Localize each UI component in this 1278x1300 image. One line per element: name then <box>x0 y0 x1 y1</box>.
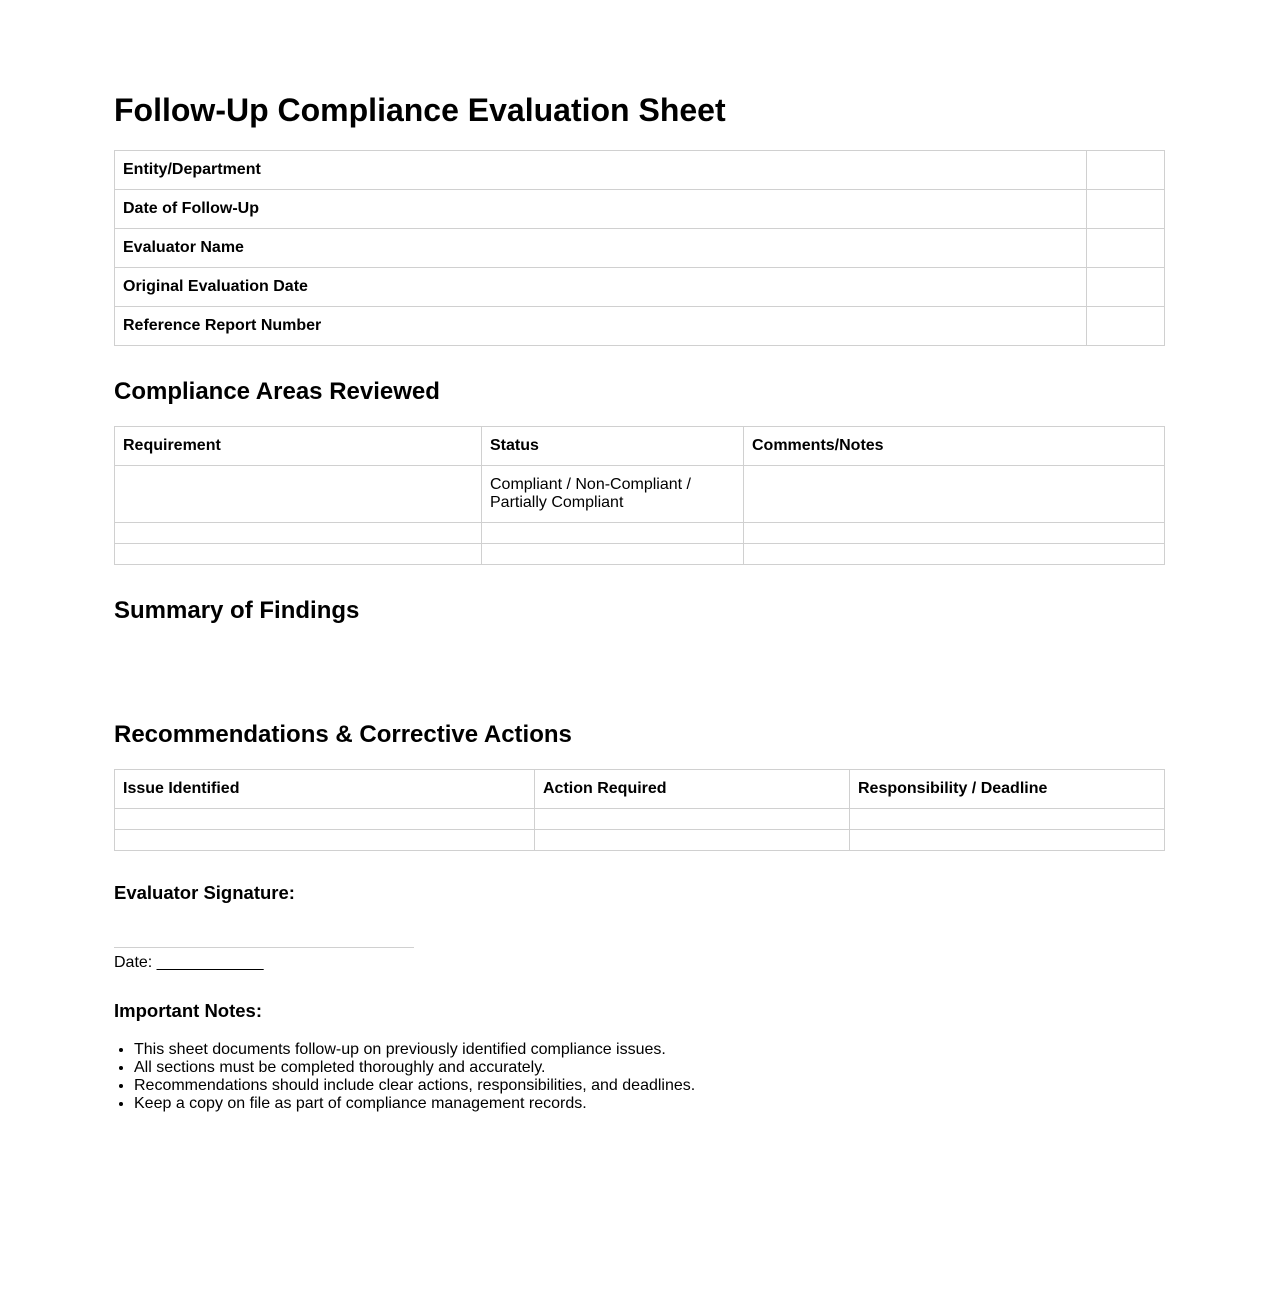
compliance-table <box>114 426 1165 565</box>
info-table <box>114 150 1165 346</box>
requirement-cell[interactable] <box>115 523 482 544</box>
issue-cell[interactable] <box>115 830 535 851</box>
table-row <box>115 544 1165 565</box>
table-row <box>115 523 1165 544</box>
status-cell[interactable] <box>482 523 744 544</box>
info-row-evaluator-name <box>115 229 1165 268</box>
table-row <box>115 830 1165 851</box>
info-value-evaluator-name[interactable] <box>1087 229 1165 268</box>
signature-heading: Evaluator Signature: <box>114 882 295 903</box>
comments-cell[interactable] <box>744 523 1165 544</box>
info-label-follow-up-date: Date of Follow-Up <box>115 190 1087 229</box>
list-item: • Recommendations should include clear actions, responsibilities, and deadlines. <box>134 1077 695 1095</box>
info-value-reference-report-number[interactable] <box>1087 307 1165 346</box>
info-label-entity: Entity/Department <box>115 151 1087 190</box>
info-label-reference-report-number: Reference Report Number <box>115 307 1087 346</box>
table-row <box>115 466 1165 523</box>
compliance-header-row <box>115 427 1165 466</box>
summary-heading: Summary of Findings <box>114 597 360 624</box>
page-title: Follow-Up Compliance Evaluation Sheet <box>114 92 726 128</box>
compliance-heading: Compliance Areas Reviewed <box>114 378 440 405</box>
list-item: • This sheet documents follow-up on previously identified compliance issues. <box>134 1041 695 1059</box>
notes-heading: Important Notes: <box>114 1000 262 1021</box>
column-header-action: Action Required <box>535 770 850 809</box>
requirement-cell[interactable] <box>115 544 482 565</box>
status-cell[interactable] <box>482 544 744 565</box>
action-cell[interactable] <box>535 809 850 830</box>
info-label-evaluator-name: Evaluator Name <box>115 229 1087 268</box>
responsibility-cell[interactable] <box>850 830 1165 851</box>
info-row-reference-report-number <box>115 307 1165 346</box>
comments-cell[interactable] <box>744 466 1165 523</box>
info-value-follow-up-date[interactable] <box>1087 190 1165 229</box>
action-cell[interactable] <box>535 830 850 851</box>
recommendations-heading: Recommendations & Corrective Actions <box>114 721 572 748</box>
column-header-responsibility: Responsibility / Deadline <box>850 770 1165 809</box>
table-row <box>115 809 1165 830</box>
comments-cell[interactable] <box>744 544 1165 565</box>
info-row-original-evaluation-date <box>115 268 1165 307</box>
requirement-cell[interactable] <box>115 466 482 523</box>
notes-list <box>114 1041 695 1113</box>
info-value-entity[interactable] <box>1087 151 1165 190</box>
info-value-original-evaluation-date[interactable] <box>1087 268 1165 307</box>
list-item: • All sections must be completed thoroughly and accurately. <box>134 1059 695 1077</box>
recommendations-table <box>114 769 1165 851</box>
signature-line[interactable] <box>114 947 414 948</box>
column-header-comments: Comments/Notes <box>744 427 1165 466</box>
status-cell[interactable]: Compliant / Non-Compliant / Partially Compliant <box>482 466 744 523</box>
column-header-status: Status <box>482 427 744 466</box>
info-row-entity <box>115 151 1165 190</box>
column-header-issue: Issue Identified <box>115 770 535 809</box>
info-label-original-evaluation-date: Original Evaluation Date <box>115 268 1087 307</box>
list-item: • Keep a copy on file as part of compliance management records. <box>134 1095 695 1113</box>
issue-cell[interactable] <box>115 809 535 830</box>
responsibility-cell[interactable] <box>850 809 1165 830</box>
info-row-follow-up-date <box>115 190 1165 229</box>
column-header-requirement: Requirement <box>115 427 482 466</box>
signature-date: Date: ____________ <box>114 954 264 971</box>
recommendations-header-row <box>115 770 1165 809</box>
